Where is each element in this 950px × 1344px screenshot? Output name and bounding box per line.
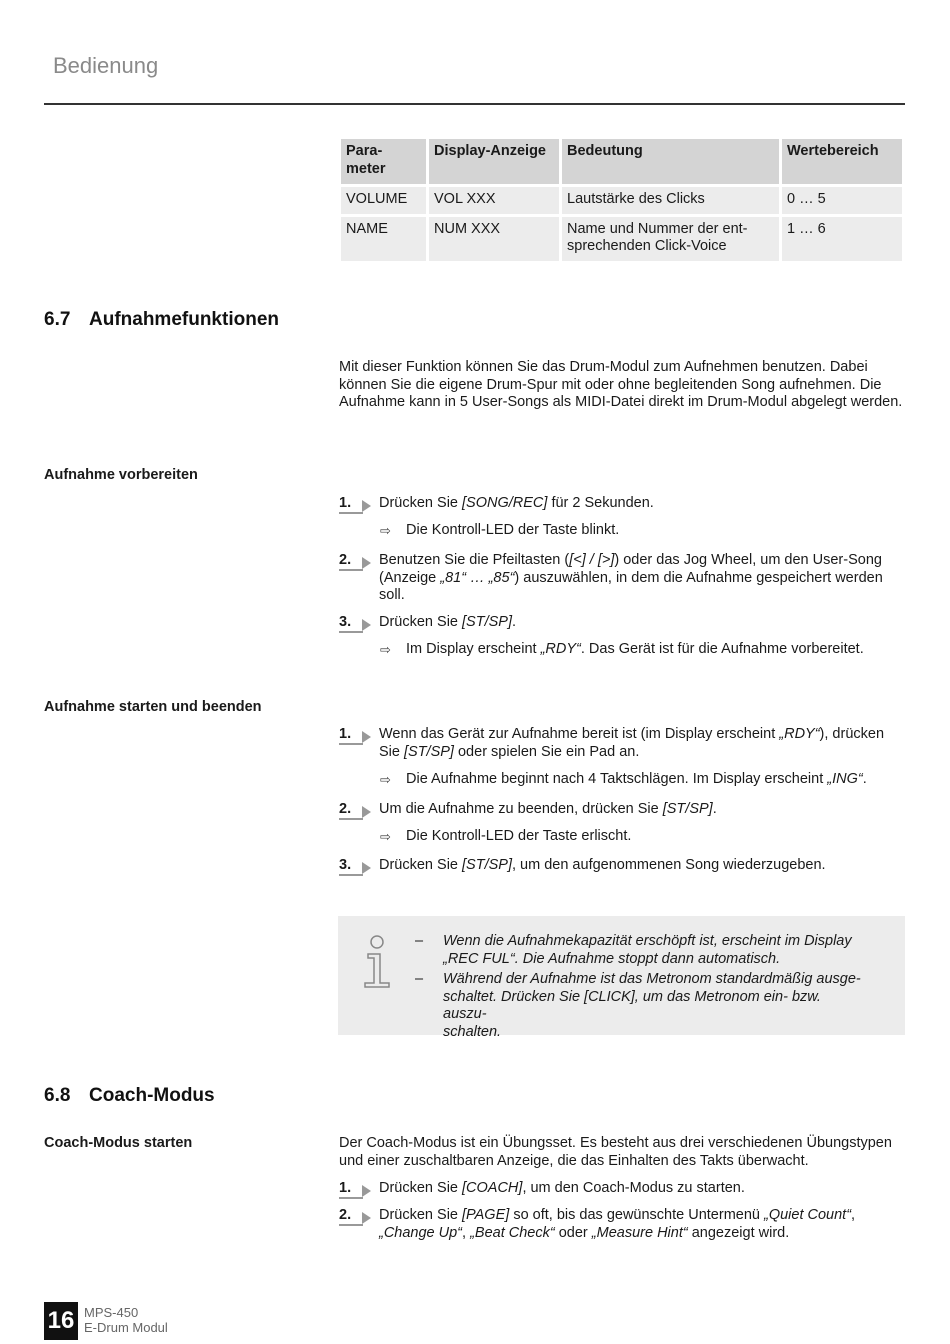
table-cell: NUM XXX: [429, 217, 559, 261]
table-cell: Name und Nummer der ent- sprechenden Click-Voice: [562, 217, 779, 261]
step-number: 1.: [339, 1180, 373, 1198]
table-header-cell: Wertebereich: [782, 139, 902, 184]
section-heading-coach-modus: [44, 1084, 215, 1108]
table-header-cell: Bedeutung: [562, 139, 779, 184]
step-text: Um die Aufnahme zu beenden, drücken Sie [ST/SP].: [379, 801, 717, 817]
step-text: Drücken Sie [SONG/REC] für 2 Sekunden.: [379, 495, 654, 511]
table-row: [341, 217, 902, 261]
section-intro: Mit dieser Funktion können Sie das Drum-Modul zum Aufnehmen benutzen. Dabei können Sie die eigene Drum-Spur mit oder ohne begleitenden Song aufnehmen. Die Aufnahme kann in 5 User-Songs als MIDI-Datei direkt im Drum-Modul abgelegt werden.: [339, 359, 903, 410]
table-header-row: [341, 139, 902, 184]
step-item: [339, 552, 905, 606]
note-text: Während der Aufnahme ist das Metronom standardmäßig ausge- schaltet. Drücken Sie [CLICK], um das Metronom ein- bzw. auszu- schalten.: [443, 971, 861, 1040]
step-number: 2.: [339, 801, 373, 819]
step-number: 2.: [339, 552, 373, 570]
table-cell: 0 … 5: [782, 187, 902, 214]
result-arrow-icon: ⇨: [380, 829, 391, 844]
step-number: 1.: [339, 726, 373, 744]
step-number: 2.: [339, 1207, 373, 1225]
note-item: [415, 933, 865, 969]
section-heading-aufnahmefunktionen: [44, 308, 279, 332]
step-arrow-icon: [362, 1212, 371, 1224]
table-cell: VOL XXX: [429, 187, 559, 214]
result-arrow-icon: ⇨: [380, 772, 391, 787]
step-arrow-icon: [362, 806, 371, 818]
step-arrow-icon: [362, 1185, 371, 1197]
step-text: Benutzen Sie die Pfeiltasten ([<] / [>]) oder das Jog Wheel, um den User-Song (Anzeige „81“ … „85“) auszuwählen, in dem die Aufnahme gespeichert werden soll.: [379, 552, 883, 603]
note-item: [415, 971, 865, 1040]
step-number: 3.: [339, 857, 373, 875]
result-item: [380, 771, 905, 789]
step-arrow-icon: [362, 731, 371, 743]
table-header-cell: Para- meter: [341, 139, 426, 184]
step-item: [339, 1180, 905, 1198]
result-item: [380, 828, 905, 846]
table-header-cell: Display-Anzeige: [429, 139, 559, 184]
step-arrow-icon: [362, 862, 371, 874]
step-item: [339, 1207, 905, 1243]
result-text: Die Kontroll-LED der Taste erlischt.: [406, 828, 632, 844]
step-number: 3.: [339, 614, 373, 632]
note-dash: –: [415, 971, 424, 987]
step-text: Wenn das Gerät zur Aufnahme bereit ist (im Display erscheint „RDY“), drücken Sie [ST/SP] oder spielen Sie ein Pad an.: [379, 726, 885, 760]
step-arrow-icon: [362, 500, 371, 512]
footer-product-info: [84, 1305, 168, 1335]
step-arrow-icon: [362, 557, 371, 569]
result-arrow-icon: ⇨: [380, 523, 391, 538]
page-number: 16: [44, 1302, 78, 1340]
subheading-coach-modus-starten: Coach-Modus starten: [44, 1135, 193, 1151]
step-arrow-icon: [362, 619, 371, 631]
step-item: [339, 726, 905, 762]
step-text: Drücken Sie [PAGE] so oft, bis das gewünschte Untermenü „Quiet Count“, „Change Up“, „Beat Check“ oder „Measure Hint“ angezeigt wird.: [379, 1207, 856, 1241]
section-number: 6.7: [44, 309, 71, 330]
step-item: [339, 614, 905, 632]
step-number: 1.: [339, 495, 373, 513]
step-item: [339, 857, 905, 875]
parameter-table: [338, 136, 905, 264]
section-number: 6.8: [44, 1085, 71, 1106]
header-divider: [44, 103, 905, 105]
note-dash: –: [415, 933, 424, 949]
result-text: Die Aufnahme beginnt nach 4 Taktschlägen. Im Display erscheint „ING“.: [406, 771, 867, 787]
result-text: Die Kontroll-LED der Taste blinkt.: [406, 522, 620, 538]
footer-product: E-Drum Modul: [84, 1320, 168, 1335]
result-item: [380, 522, 905, 540]
info-icon: [362, 935, 392, 989]
result-arrow-icon: ⇨: [380, 642, 391, 657]
table-cell: 1 … 6: [782, 217, 902, 261]
header-title: Bedienung: [53, 53, 159, 78]
note-text: Wenn die Aufnahmekapazität erschöpft ist, erscheint im Display „REC FUL“. Die Aufnahme stoppt dann automatisch.: [443, 933, 852, 967]
table-row: [341, 187, 902, 214]
step-text: Drücken Sie [ST/SP].: [379, 614, 517, 630]
section-intro: Der Coach-Modus ist ein Übungsset. Es besteht aus drei verschiedenen Übungstypen und einer zuschaltbaren Anzeige, die das Einhalten des Takts überwacht.: [339, 1135, 892, 1169]
table-cell: Lautstärke des Clicks: [562, 187, 779, 214]
table-cell: VOLUME: [341, 187, 426, 214]
subheading-aufnahme-vorbereiten: Aufnahme vorbereiten: [44, 467, 198, 483]
step-text: Drücken Sie [COACH], um den Coach-Modus zu starten.: [379, 1180, 745, 1196]
table-cell: NAME: [341, 217, 426, 261]
section-title: Coach-Modus: [89, 1085, 215, 1106]
footer-model: MPS-450: [84, 1305, 139, 1320]
section-title: Aufnahmefunktionen: [89, 309, 279, 330]
result-item: [380, 641, 905, 659]
step-item: [339, 495, 905, 513]
result-text: Im Display erscheint „RDY“. Das Gerät ist für die Aufnahme vorbereitet.: [406, 641, 864, 657]
subheading-aufnahme-starten: Aufnahme starten und beenden: [44, 699, 262, 715]
step-item: [339, 801, 905, 819]
step-text: Drücken Sie [ST/SP], um den aufgenommenen Song wiederzugeben.: [379, 857, 826, 873]
